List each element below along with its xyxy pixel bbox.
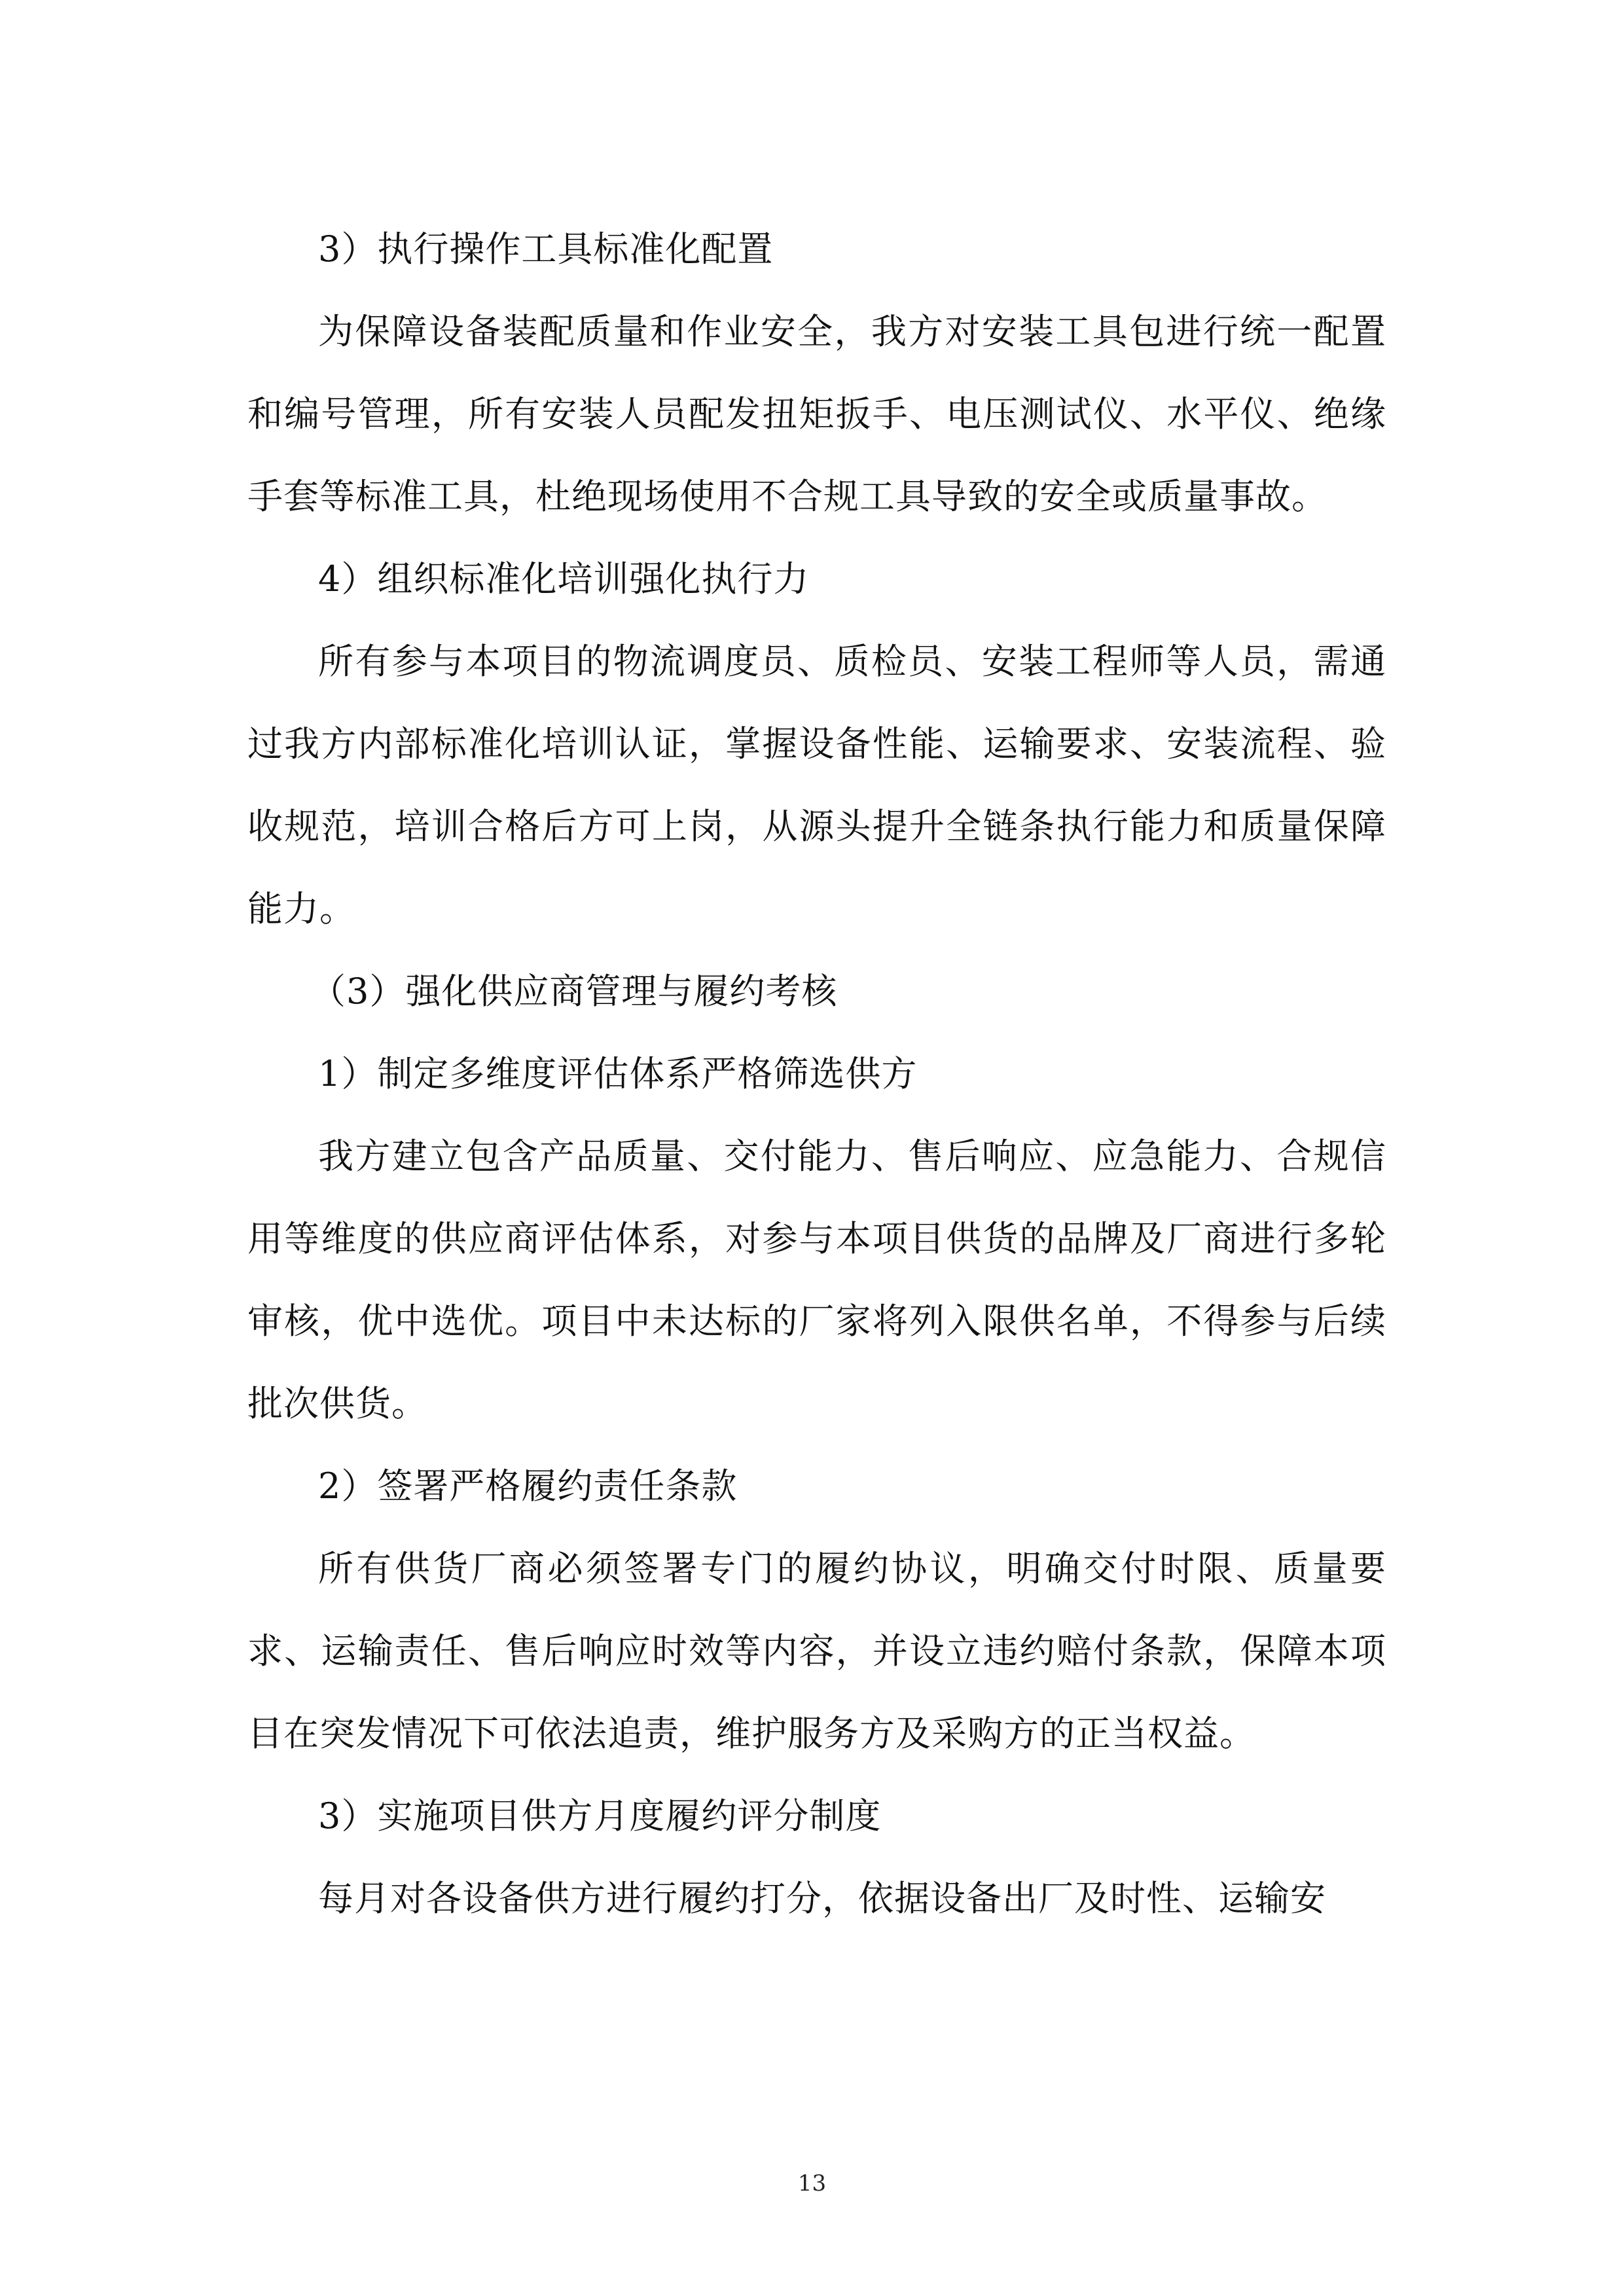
section-heading-supplier-management: （3）强化供应商管理与履约考核 [310, 971, 838, 1012]
page-number: 13 [797, 2170, 827, 2197]
paragraph-evaluation-system: 我方建立包含产品质量、交付能力、售后响应、应急能力、合规信用等维度的供应商评估体系，对参与本项目供货的品牌及厂商进行多轮审核，优中选优。项目中未达标的厂家将列入限供名单，不得参与后续批次供货。 [247, 1136, 1386, 1424]
heading-training: 4）组织标准化培训强化执行力 [318, 558, 810, 600]
document-body [247, 208, 1386, 1940]
paragraph-tool-standardization: 为保障设备装配质量和作业安全，我方对安装工具包进行统一配置和编号管理，所有安装人员配发扭矩扳手、电压测试仪、水平仪、绝缘手套等标准工具，杜绝现场使用不合规工具导致的安全或质量事故。 [247, 311, 1386, 517]
heading-evaluation-system: 1）制定多维度评估体系严格筛选供方 [318, 1053, 918, 1094]
paragraph-monthly-scoring: 每月对各设备供方进行履约打分，依据设备出厂及时性、运输安 [318, 1878, 1326, 1919]
heading-contract-terms: 2）签署严格履约责任条款 [318, 1465, 738, 1507]
heading-tool-standardization: 3）执行操作工具标准化配置 [318, 228, 774, 270]
heading-monthly-scoring: 3）实施项目供方月度履约评分制度 [318, 1795, 882, 1837]
paragraph-contract-terms: 所有供货厂商必须签署专门的履约协议，明确交付时限、质量要求、运输责任、售后响应时效等内容，并设立违约赔付条款，保障本项目在突发情况下可依法追责，维护服务方及采购方的正当权益。 [247, 1548, 1386, 1754]
paragraph-training: 所有参与本项目的物流调度员、质检员、安装工程师等人员，需通过我方内部标准化培训认证，掌握设备性能、运输要求、安装流程、验收规范，培训合格后方可上岗，从源头提升全链条执行能力和质量保障能力。 [247, 641, 1386, 929]
